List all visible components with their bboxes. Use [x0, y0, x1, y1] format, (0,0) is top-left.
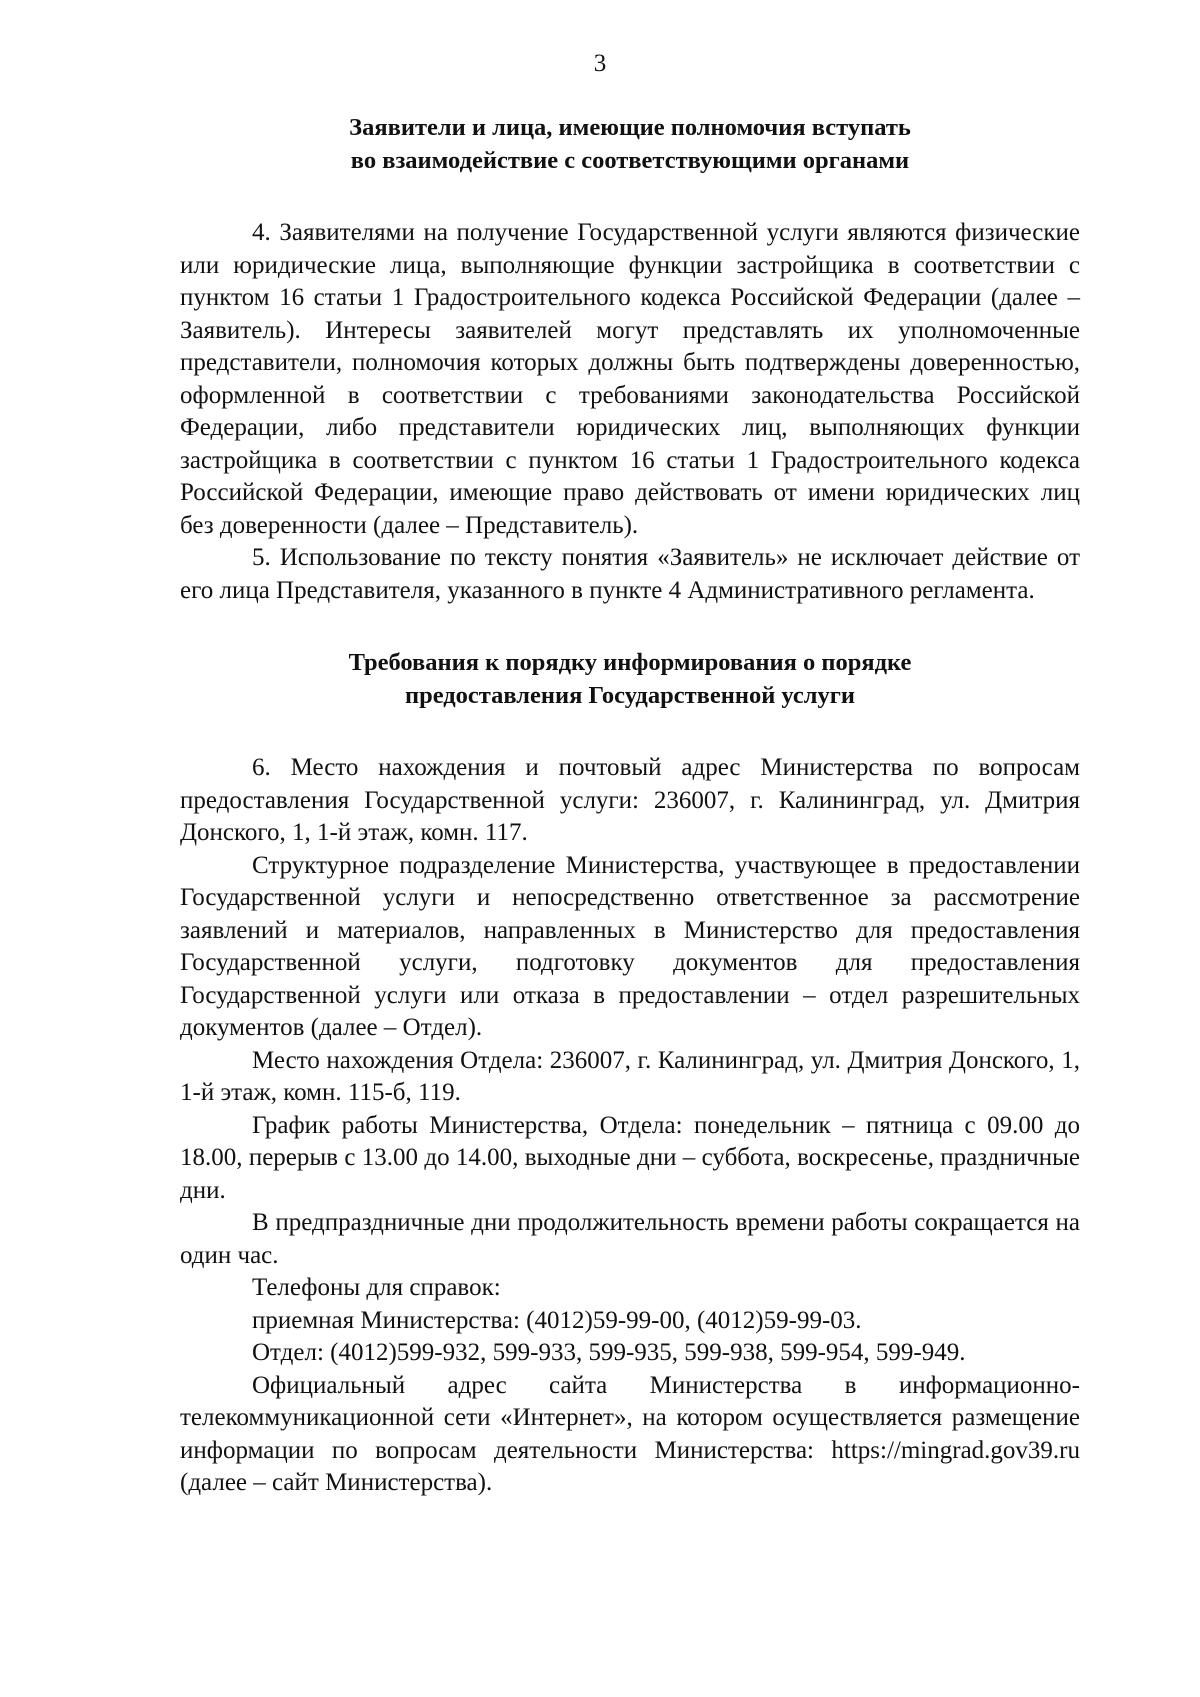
paragraph-department-phones: Отдел: (4012)599-932, 599-933, 599-935, 599-938, 599-954, 599-949. — [252, 1339, 966, 1366]
paragraph-work-schedule: График работы Министерства, Отдела: понедельник – пятница с 09.00 до 18.00, перерыв с 13.00 до 14.00, выходные дни – суббота, воскресенье, праздничные дни. — [180, 1111, 1080, 1204]
section-heading-information-requirements — [180, 647, 1080, 712]
heading-line: во взаимодействие с соответствующими органами — [350, 146, 910, 174]
paragraph-pre-holiday: В предпраздничные дни продолжительность времени работы сокращается на один час. — [180, 1209, 1080, 1269]
document-body — [180, 112, 1080, 1500]
heading-line: предоставления Государственной услуги — [404, 681, 856, 709]
paragraph-reception-phones: приемная Министерства: (4012)59-99-00, (4012)59-99-03. — [252, 1306, 862, 1334]
section-heading-applicants — [180, 112, 1080, 177]
paragraph-official-website: Официальный адрес сайта Министерства в информационно-телекоммуникационной сети «Интернет», на котором осуществляется размещение информации по вопросам деятельности Министерства: https://mingrad.gov39.ru (далее – сайт Министерства). — [180, 1371, 1080, 1496]
page-number: 3 — [593, 50, 607, 77]
paragraph-6-address: 6. Место нахождения и почтовый адрес Министерства по вопросам предоставления Государственной услуги: 236007, г. Калининград, ул. Дмитрия Донского, 1, 1-й этаж, комн. 117. — [180, 754, 1080, 846]
paragraph-5: 5. Использование по тексту понятия «Заявитель» не исключает действие от его лица Представителя, указанного в пункте 4 Административного регламента. — [180, 544, 1080, 604]
paragraph-department-location: Место нахождения Отдела: 236007, г. Калининград, ул. Дмитрия Донского, 1, 1-й этаж, комн. 115-б, 119. — [180, 1046, 1080, 1106]
paragraph-4: 4. Заявителями на получение Государственной услуги являются физические или юридические лица, выполняющие функции застройщика в соответствии с пунктом 16 статьи 1 Градостроительного кодекса Российской Федерации (далее – Заявитель). Интересы заявителей могут представлять их уполномоченные представители, полномочия которых должны быть подтверждены доверенностью, оформленной в соответствии с требованиями законодательства Российской Федерации, либо представители юридических лиц, выполняющих функции застройщика в соответствии с пунктом 16 статьи 1 Градостроительного кодекса Российской Федерации, имеющие право действовать от имени юридических лиц без доверенности (далее – Представитель). — [180, 219, 1080, 539]
heading-line: Требования к порядку информирования о порядке — [348, 649, 912, 676]
paragraph-phones-title: Телефоны для справок: — [252, 1274, 501, 1301]
paragraph-department: Структурное подразделение Министерства, участвующее в предоставлении Государственной услуги и непосредственно ответственное за рассмотрение заявлений и материалов, направленных в Министерство для предоставления Государственной услуги, подготовку документов для предоставления Государственной услуги или отказа в предоставлении – отдел разрешительных документов (далее – Отдел). — [180, 851, 1080, 1041]
heading-line: Заявители и лица, имеющие полномочия вступать — [349, 114, 911, 141]
